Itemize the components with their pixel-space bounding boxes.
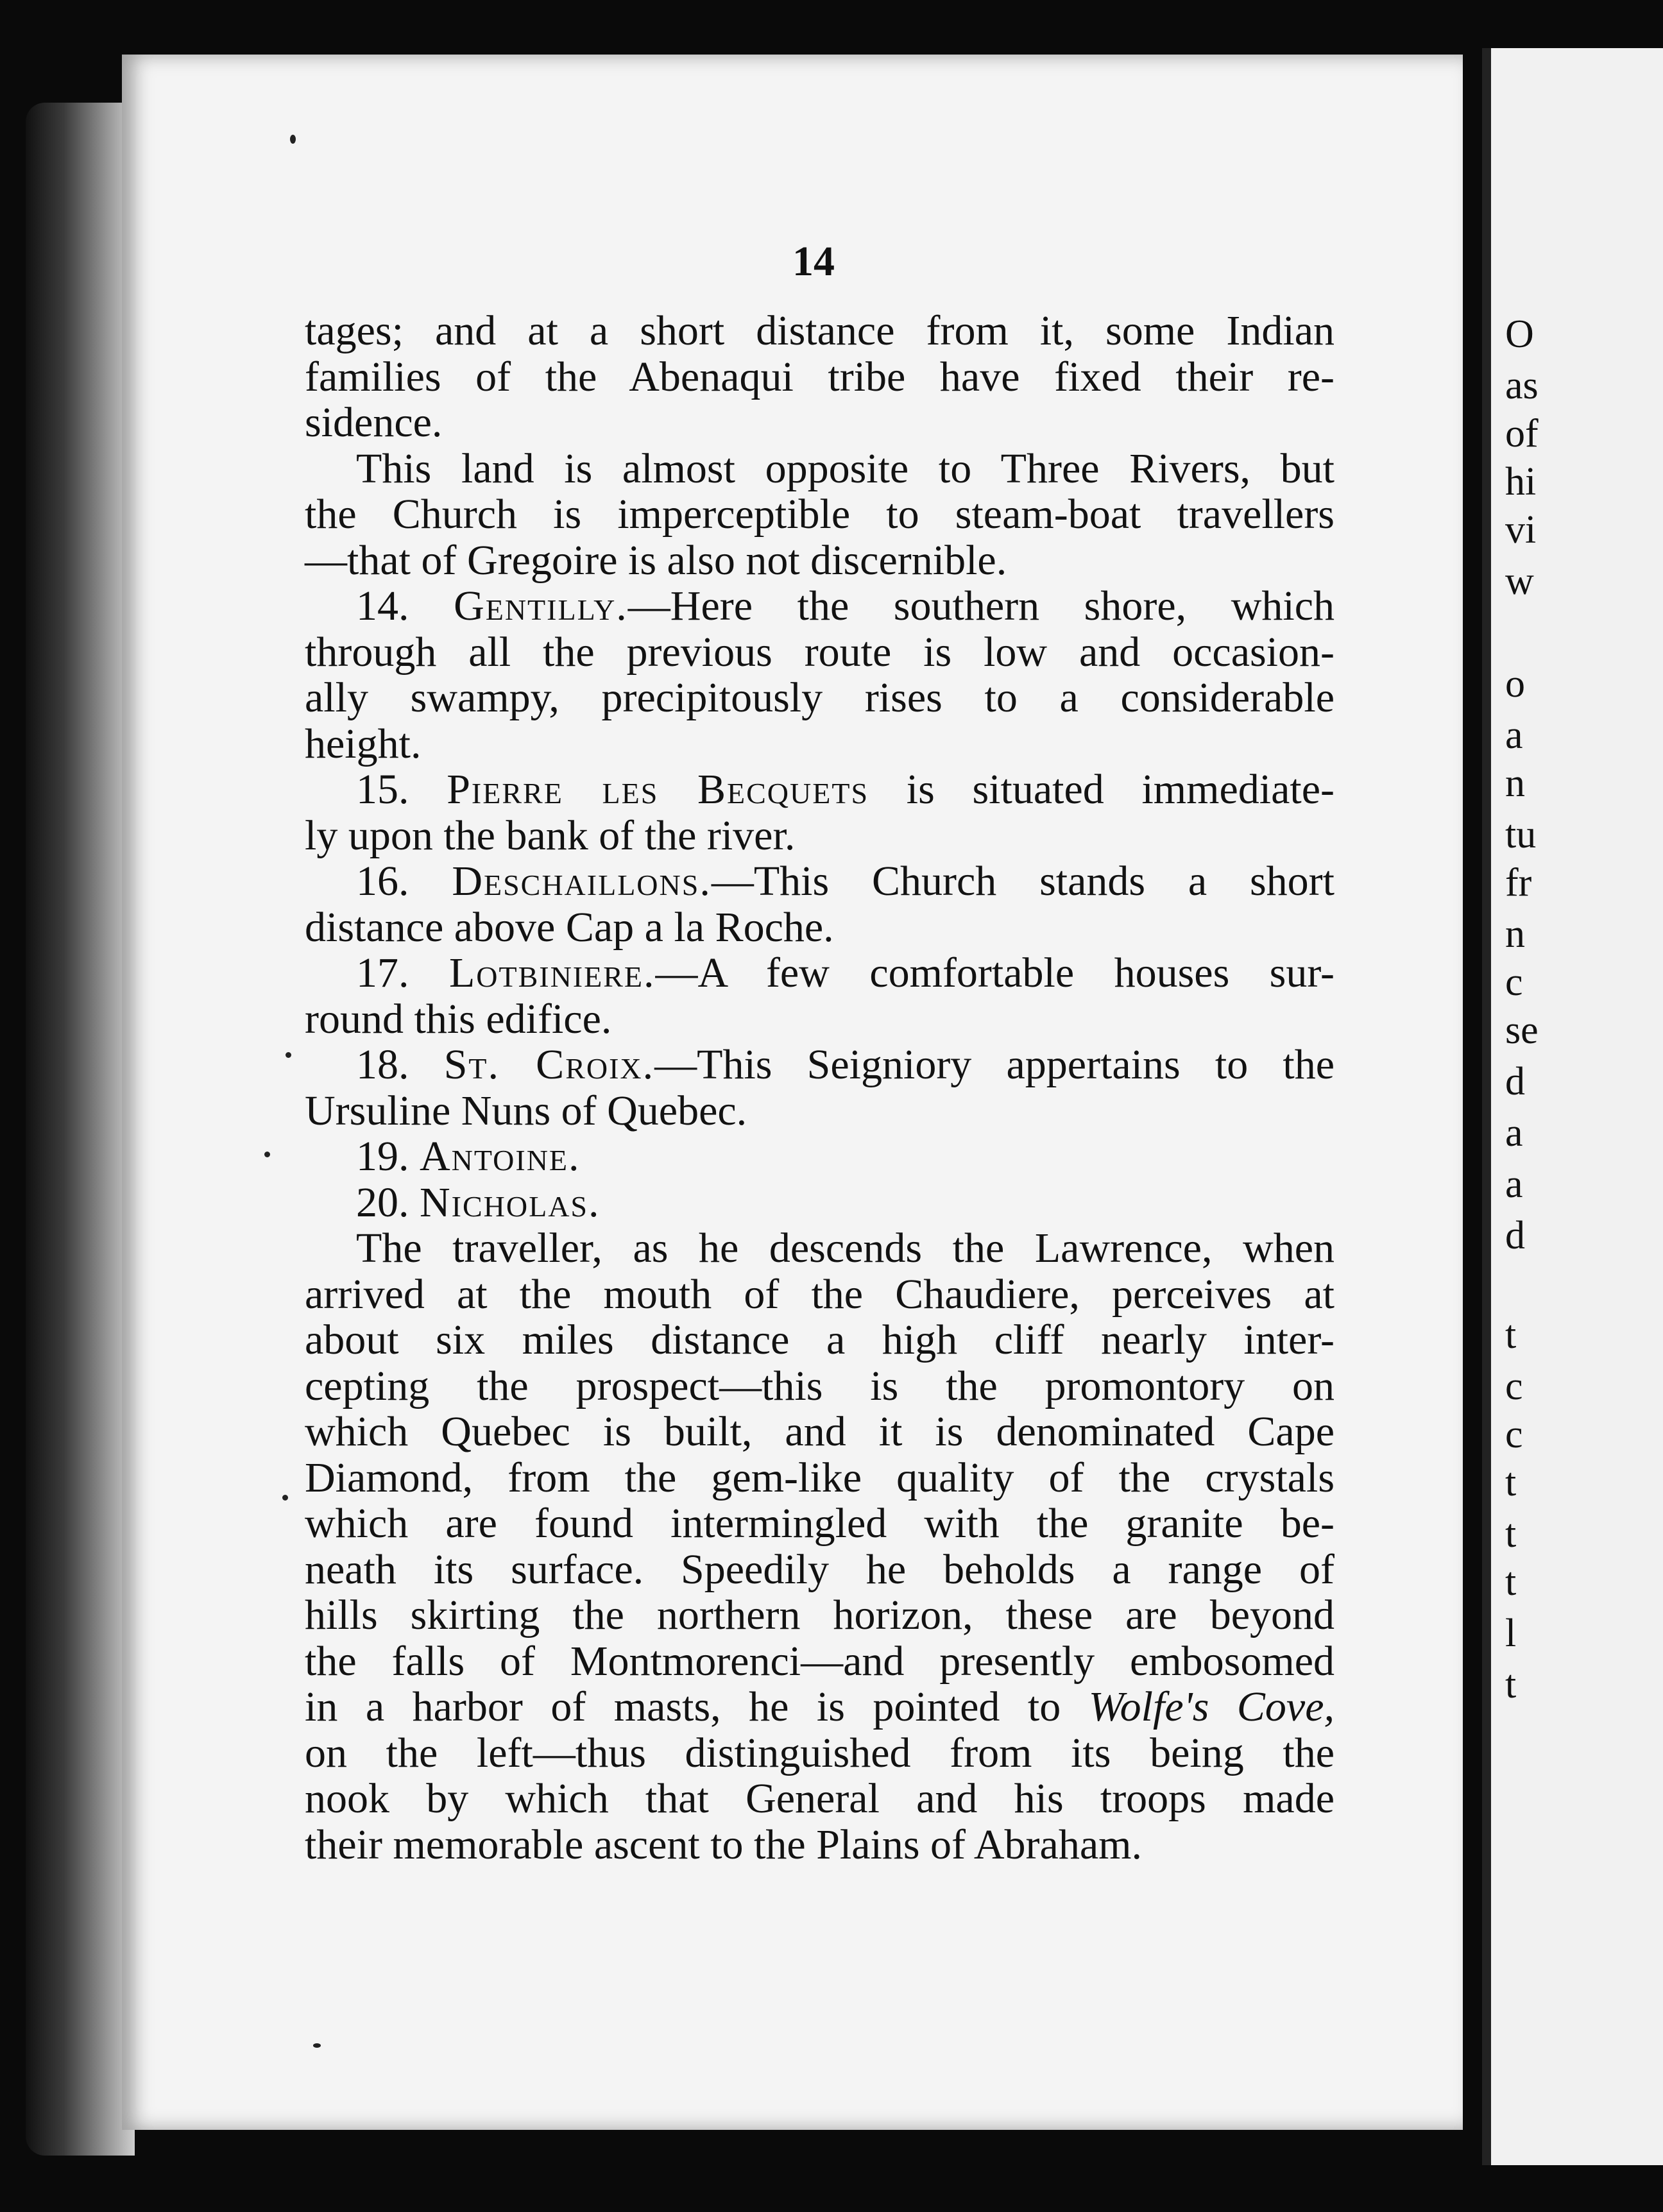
line-text: height. xyxy=(305,720,422,767)
book-spine-shadow xyxy=(26,103,135,2156)
text-line xyxy=(305,1684,1335,1730)
text-line xyxy=(305,1455,1335,1501)
entry-number: 17. xyxy=(356,949,449,996)
text-line xyxy=(305,675,1335,721)
text-line xyxy=(305,1776,1335,1822)
facing-page-fragment: t xyxy=(1505,1663,1517,1706)
line-text: This land is almost opposite to Three Rivers, but xyxy=(356,445,1335,492)
text-line xyxy=(305,446,1335,492)
line-text: ly upon the bank of the river. xyxy=(305,812,796,859)
place-name: Gentilly. xyxy=(454,583,628,629)
line-text: through all the previous route is low and occasion- xyxy=(305,628,1335,676)
text-line xyxy=(305,1409,1335,1455)
facing-page-fragment: as xyxy=(1505,364,1539,407)
entry-number: 14. xyxy=(356,583,454,629)
line-text: Ursuline Nuns of Quebec. xyxy=(305,1087,747,1134)
page-number: 14 xyxy=(792,238,835,285)
place-name: Pierre les Becquets xyxy=(447,766,869,813)
facing-page-fragment: c xyxy=(1505,1365,1523,1408)
text-line xyxy=(305,1225,1335,1272)
facing-page-fragment: tu xyxy=(1505,813,1537,856)
ink-speck xyxy=(286,1052,291,1058)
facing-page-fragment: vi xyxy=(1505,508,1537,552)
place-name: Lotbiniere. xyxy=(448,949,656,996)
facing-page-fragment: o xyxy=(1505,662,1525,706)
facing-page-fragment: O xyxy=(1505,312,1534,356)
text-line xyxy=(305,1730,1335,1776)
line-text: arrived at the mouth of the Chaudiere, perceives at xyxy=(305,1270,1335,1318)
line-text: in a harbor of masts, he is pointed to xyxy=(305,1683,1089,1730)
facing-page-fragment: d xyxy=(1505,1060,1525,1103)
line-text: sidence. xyxy=(305,399,443,446)
facing-page-fragment: t xyxy=(1505,1461,1517,1504)
entry-number: 20. xyxy=(356,1178,420,1226)
line-text: —This Seigniory appertains to the xyxy=(654,1041,1335,1088)
line-text: —This Church stands a short xyxy=(711,858,1335,905)
line-text: round this edifice. xyxy=(305,995,612,1042)
line-text: cepting the prospect—this is the promontory on xyxy=(305,1362,1335,1409)
facing-page-fragment: c xyxy=(1505,960,1523,1004)
text-line xyxy=(305,1638,1335,1685)
facing-page-fragment: a xyxy=(1505,1162,1523,1206)
line-text: is situated immediate- xyxy=(869,766,1335,813)
place-name: St. Croix. xyxy=(443,1041,655,1088)
ink-speck xyxy=(282,1495,288,1501)
line-text: families of the Abenaqui tribe have fixed their re- xyxy=(305,353,1335,400)
text-line xyxy=(305,1317,1335,1363)
facing-page-fragment: w xyxy=(1505,559,1534,603)
line-text: The traveller, as he descends the Lawrence, when xyxy=(356,1225,1335,1272)
line-text: —that of Gregoire is also not discernible. xyxy=(305,536,1007,584)
text-line xyxy=(305,538,1335,584)
line-text: which are found intermingled with the granite be- xyxy=(305,1500,1335,1547)
entry-number: 16. xyxy=(356,858,452,905)
facing-page-fragment: t xyxy=(1505,1313,1517,1357)
line-text: nook by which that General and his troops made xyxy=(305,1775,1335,1822)
text-line xyxy=(305,721,1335,767)
facing-page-fragment: fr xyxy=(1505,861,1532,905)
text-line xyxy=(305,1547,1335,1593)
facing-page-fragment: a xyxy=(1505,713,1523,757)
text-line xyxy=(305,354,1335,400)
text-line xyxy=(305,1363,1335,1409)
facing-page-fragment: hi xyxy=(1505,460,1537,504)
line-text: neath its surface. Speedily he beholds a range of xyxy=(305,1545,1335,1593)
line-text: tages; and at a short distance from it, some Indian xyxy=(305,307,1335,354)
facing-page-fragment: d xyxy=(1505,1214,1525,1257)
line-text: on the left—thus distinguished from its being the xyxy=(305,1729,1335,1776)
text-line xyxy=(305,1180,1335,1226)
facing-page-edge xyxy=(1482,48,1663,2165)
text-line xyxy=(305,858,1335,905)
text-line xyxy=(305,1042,1335,1088)
facing-page-fragment: t xyxy=(1505,1512,1517,1556)
text-line xyxy=(305,813,1335,859)
text-line xyxy=(305,996,1335,1042)
entry-number: 18. xyxy=(356,1041,444,1088)
page-body-text xyxy=(305,308,1335,1867)
line-text: the falls of Montmorenci—and presently embosomed xyxy=(305,1637,1335,1685)
line-text: the Church is imperceptible to steam-boat travellers xyxy=(305,491,1335,538)
line-text: distance above Cap a la Roche. xyxy=(305,903,834,951)
facing-page-fragment: se xyxy=(1505,1008,1539,1052)
facing-page-fragment: t xyxy=(1505,1560,1517,1604)
line-text: their memorable ascent to the Plains of Abraham. xyxy=(305,1821,1142,1868)
place-name: Nicholas. xyxy=(420,1178,601,1226)
entry-number: 15. xyxy=(356,766,447,813)
facing-page-fragment: of xyxy=(1505,412,1539,455)
facing-page-fragment: n xyxy=(1505,761,1525,805)
text-line xyxy=(305,950,1335,996)
text-line xyxy=(305,1134,1335,1180)
text-line xyxy=(305,491,1335,538)
text-line xyxy=(305,1272,1335,1318)
ink-speck xyxy=(264,1152,270,1157)
facing-page-fragment: c xyxy=(1505,1413,1523,1456)
text-line xyxy=(305,1592,1335,1638)
text-line xyxy=(305,905,1335,951)
text-line xyxy=(305,400,1335,446)
line-text: —A few comfortable houses sur- xyxy=(655,949,1335,996)
facing-page-fragment: l xyxy=(1505,1612,1517,1655)
line-text: —Here the southern shore, which xyxy=(627,583,1335,629)
italic-text: Wolfe's Cove, xyxy=(1088,1683,1335,1730)
place-name: Antoine. xyxy=(420,1133,581,1180)
line-text: ally swampy, precipitously rises to a considerable xyxy=(305,674,1335,721)
facing-page-fragment: a xyxy=(1505,1111,1523,1155)
line-text: hills skirting the northern horizon, these are beyond xyxy=(305,1592,1335,1638)
line-text: which Quebec is built, and it is denominated Cape xyxy=(305,1408,1335,1455)
entry-number: 19. xyxy=(356,1133,420,1180)
text-line xyxy=(305,629,1335,676)
place-name: Deschaillons. xyxy=(452,858,712,905)
text-line xyxy=(305,1088,1335,1134)
line-text: Diamond, from the gem-like quality of the crystals xyxy=(305,1454,1335,1501)
text-line xyxy=(305,1822,1335,1868)
text-line xyxy=(305,308,1335,354)
text-line xyxy=(305,583,1335,629)
ink-speck xyxy=(290,135,296,144)
facing-page-fragment: n xyxy=(1505,912,1525,956)
text-line xyxy=(305,767,1335,813)
line-text: about six miles distance a high cliff nearly inter- xyxy=(305,1316,1335,1363)
text-line xyxy=(305,1501,1335,1547)
ink-speck xyxy=(313,2043,321,2048)
